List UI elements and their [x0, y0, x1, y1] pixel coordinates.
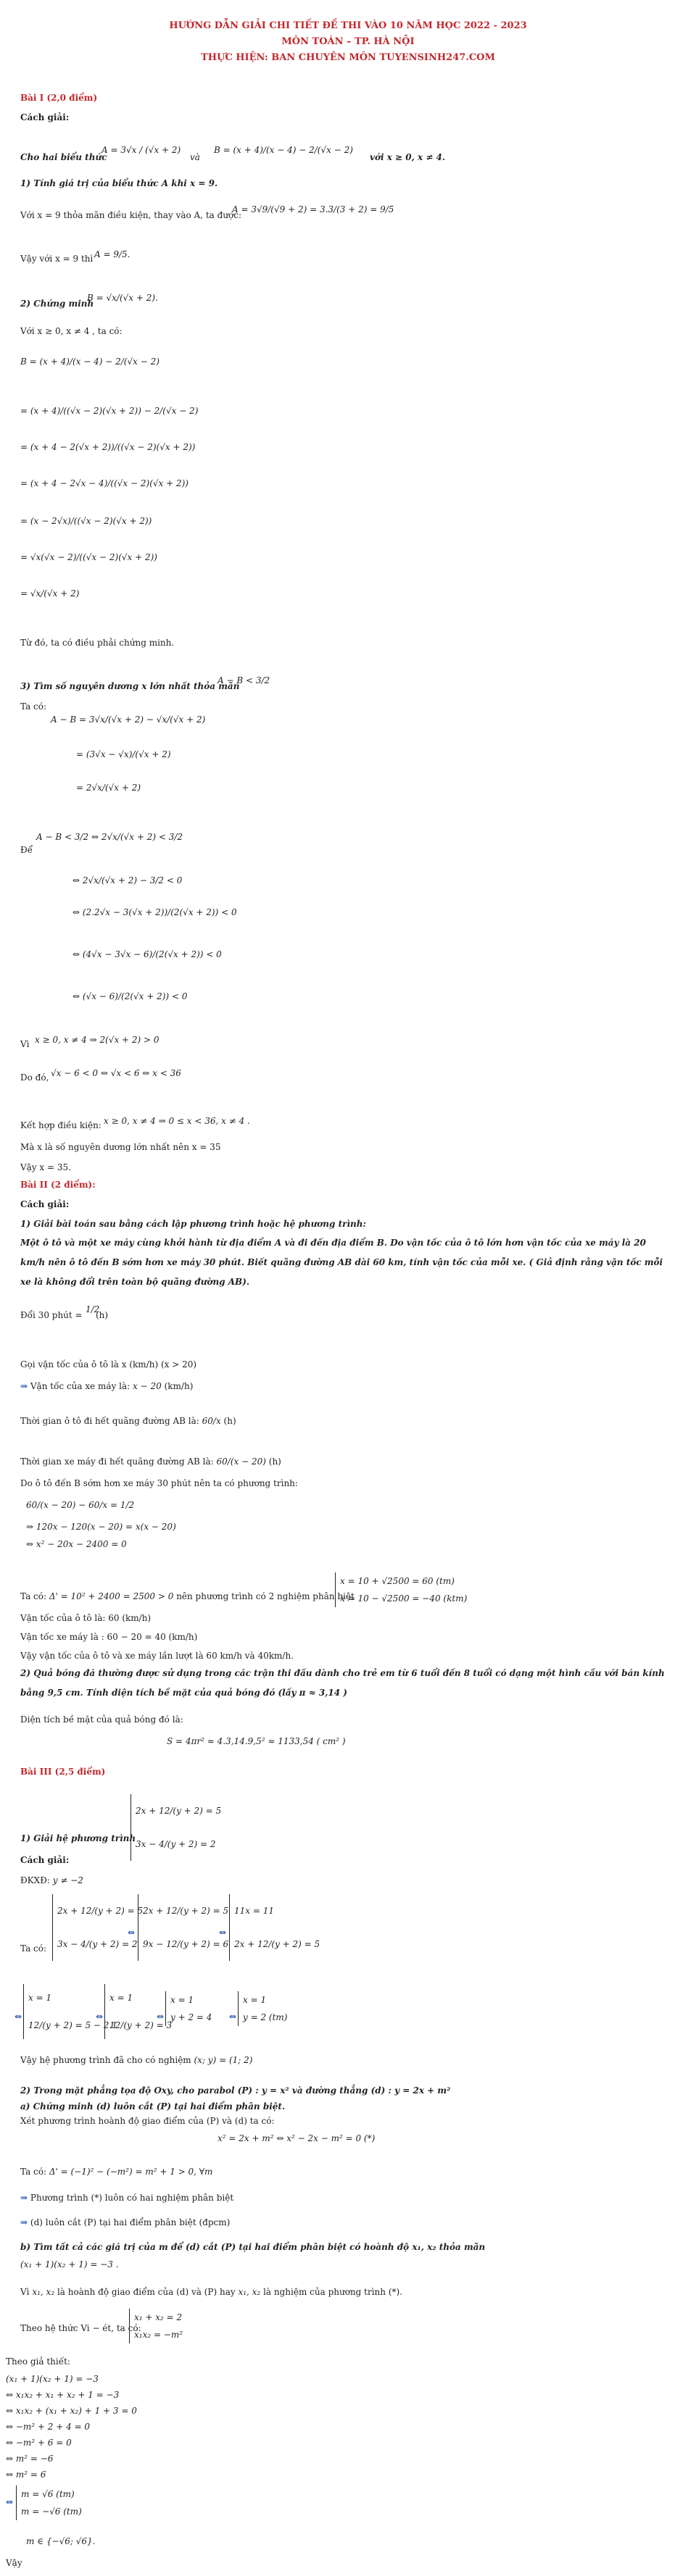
bai3-sys-step2: [138, 1894, 228, 1961]
bai2-q2-text: Diện tích bề mặt của quả bóng đó là:: [20, 1714, 183, 1725]
bai1-q3-step2: ⇔ (√x − 6)/(2(√x + 2)) < 0: [72, 991, 188, 1001]
bai3-s7-b: y = 2 (tm): [243, 2012, 288, 2022]
bai3-q2a-c1: Phương trình (*) luôn có hai nghiệm phân biệt: [30, 2193, 234, 2203]
bai3-q2b-vi: x₁, x₂: [32, 2287, 55, 2297]
bai1-q3-eq: A − B < 3/2: [218, 675, 270, 685]
bai3-q2b-cond: (x₁ + 1)(x₂ + 1) = −3 .: [20, 2259, 119, 2269]
bai2-title: Bài II (2 điểm):: [20, 1180, 96, 1190]
bai1-q2-step: = (x + 4 − 2√x − 4)/((√x − 2)(√x + 2)): [20, 478, 188, 488]
bai3-q2b-r1: m = √6 (tm): [21, 2489, 75, 2499]
bai1-title: Bài I (2,0 điểm): [20, 93, 98, 103]
bai1-q1-result: A = 9/5.: [94, 249, 130, 259]
bai3-q2a-text: Xét phương trình hoành độ giao điểm của (P) và (d) ta có:: [20, 2116, 275, 2126]
bai3-q2-mid: và đường thẳng: [291, 2085, 368, 2096]
bai1-q2-step: = √x(√x − 2)/((√x − 2)(√x + 2)): [20, 552, 157, 562]
bai1-q3-do-eq: √x − 6 < 0 ⇔ √x < 6 ⇔ x < 36: [51, 1068, 181, 1078]
equiv-icon: ⇔: [6, 2497, 14, 2507]
bai3-q2a-c2: (d) luôn cắt (P) tại hai điểm phân biệt (đpcm): [30, 2217, 231, 2227]
bai3-sys-step3: [229, 1894, 320, 1961]
bai1-q3-do: Do đó,: [20, 1072, 49, 1083]
brackets: [23, 1984, 117, 2039]
equiv-icon: ⇔: [96, 2012, 104, 2022]
bai1-q2-step: = (x + 4 − 2(√x + 2))/((√x − 2)(√x + 2)): [20, 442, 196, 452]
bai2-vtxm-unit: (km/h): [164, 1381, 194, 1391]
bai3-s4-b: 12/(y + 2) = 5 − 2.1: [28, 2020, 117, 2030]
brackets: [130, 1794, 221, 1861]
bai1-q1-text: Với x = 9 thỏa mãn điều kiện, thay vào A, ta được:: [20, 210, 242, 220]
bai3-sys1a: 2x + 12/(y + 2) = 5: [136, 1806, 222, 1816]
bai3-q2-pre: 2) Trong mặt phẳng tọa độ Oxy, cho parabol: [20, 2085, 235, 2096]
implies-arrow-icon: ⇒: [20, 1381, 28, 1391]
bai1-q3-vi-eq: x ≥ 0, x ≠ 4 ⇒ 2(√x + 2) > 0: [35, 1035, 160, 1045]
bai3-s1-a: 2x + 12/(y + 2) = 5: [57, 1906, 144, 1916]
bai2-tgxm: [20, 1456, 281, 1467]
bai2-tgxm-pre: Thời gian xe máy đi hết quãng đường AB là:: [20, 1456, 214, 1467]
bai2-vt-xm: Vận tốc xe máy là : 60 − 20 = 40 (km/h): [20, 1632, 198, 1642]
bai2-vay: Vậy vận tốc của ô tô và xe máy lần lượt là 60 km/h và 40km/h.: [20, 1651, 294, 1661]
bai3-sys1b: 3x − 4/(y + 2) = 2: [136, 1839, 216, 1849]
brackets: [138, 1894, 228, 1961]
bai1-q3-max: Mà x là số nguyên dương lớn nhất nên x = 35: [20, 1142, 221, 1152]
bai3-s4-a: x = 1: [28, 1993, 52, 2003]
bai2-tg-unit: (h): [223, 1416, 236, 1426]
bai1-q2-step: = (x + 4)/((√x − 2)(√x + 2)) − 2/(√x − 2): [20, 406, 199, 416]
bai2-q2: 2) Quả bóng đá thường được sử dụng trong các trận thi đấu dành cho trẻ em từ 6 tuổi đến 8 tuổi có dạng một hình cầu với bán kính bằng 9,5 cm. Tính diện tích bề mặt của quả bóng đó (lấy π ≈ 3,14 ): [20, 1668, 665, 1698]
bai1-q1: 1) Tính giá trị của biểu thức A khi x = 9.: [20, 178, 218, 188]
bai2-delta-pre: Ta có:: [20, 1591, 47, 1601]
bai1-q3-de: Để: [20, 845, 33, 855]
bai3-q2b-viet: [129, 2309, 183, 2343]
header-title: HƯỚNG DẪN GIẢI CHI TIẾT ĐỀ THI VÀO 10 NĂM HỌC 2022 - 2023: [169, 20, 527, 31]
bai2-pt-step: 60/(x − 20) − 60/x = 1/2: [26, 1500, 135, 1510]
bai3-q2b-step: ⇔ x₁x₂ + (x₁ + x₂) + 1 + 3 = 0: [6, 2406, 137, 2416]
bai3-q2b-vay: Vậy: [6, 2558, 22, 2568]
bai2-ptext: Do ô tô đến B sớm hơn xe máy 30 phút nên ta có phương trình:: [20, 1478, 298, 1488]
brackets: [129, 2309, 183, 2343]
bai2-vtxm-eq: x − 20: [133, 1381, 162, 1391]
bai3-title: Bài III (2,5 điểm): [20, 1767, 106, 1777]
bai2-tgxm-eq: 60/(x − 20): [216, 1456, 266, 1467]
bai1-q2-step: = (x − 2√x)/((√x − 2)(√x + 2)): [20, 516, 152, 526]
bai1-q3-step2: ⇔ 2√x/(√x + 2) − 3/2 < 0: [72, 875, 183, 885]
bai3-s6-b: y + 2 = 4: [170, 2012, 212, 2022]
bai1-q2-step: = √x/(√x + 2): [20, 588, 80, 599]
bai3-s5-b: 12/(y + 2) = 3: [109, 2020, 173, 2030]
bai1-condition: với x ≥ 0, x ≠ 4.: [370, 152, 446, 162]
implies-arrow-icon: ⇒: [20, 2193, 28, 2203]
bai2-delta: Δ' = 10² + 2400 = 2500 > 0: [49, 1591, 174, 1601]
bai1-q3-step2: ⇔ (4√x − 3√x − 6)/(2(√x + 2)) < 0: [72, 949, 222, 959]
brackets: [16, 2485, 82, 2520]
equiv-icon: ⇔: [219, 1927, 227, 1938]
bai3-sys-step4: [23, 1984, 117, 2039]
equiv-icon: ⇔: [157, 2012, 165, 2022]
bai3-q2b-vi-row: [20, 2287, 402, 2297]
bai3-s2-a: 2x + 12/(y + 2) = 5: [143, 1906, 229, 1916]
bai3-s5-a: x = 1: [109, 1993, 133, 2003]
bai3-q2b-vi-mid: là hoành độ giao điểm của (d) và (P) hay: [57, 2287, 236, 2297]
bai3-system: [130, 1794, 221, 1861]
bai2-pt-step: ⇔ x² − 20x − 2400 = 0: [26, 1539, 127, 1549]
bai2-vt-oto: Vận tốc của ô tô là: 60 (km/h): [20, 1613, 152, 1623]
bai3-q2a-delta-row: [20, 2167, 212, 2177]
bai2-pt-step: ⇒ 120x − 120(x − 20) = x(x − 20): [26, 1522, 176, 1532]
bai1-q3-step: = 2√x/(√x + 2): [76, 783, 141, 793]
bai3-s6-a: x = 1: [170, 1995, 194, 2005]
bai2-doi: Đổi 30 phút =: [20, 1310, 83, 1320]
bai3-s2-b: 9x − 12/(y + 2) = 6: [143, 1939, 229, 1949]
bai2-tgoto-pre: Thời gian ô tô đi hết quãng đường AB là:: [20, 1416, 199, 1426]
bai1-expr-b: B = (x + 4)/(x − 4) − 2/(√x − 2): [214, 145, 353, 155]
brackets: [335, 1572, 467, 1607]
equiv-icon: ⇔: [229, 2012, 237, 2022]
bai3-q2b-viet2: x₁x₂ = −m²: [134, 2330, 183, 2340]
bai3-q2b-viet1: x₁ + x₂ = 2: [134, 2312, 183, 2322]
bai2-delta-post: nên phương trình có 2 nghiệm phân biệt: [176, 1591, 355, 1601]
bai3-q2b-step: (x₁ + 1)(x₂ + 1) = −3: [6, 2374, 99, 2384]
bai3-dkxd-pre: ĐKXĐ:: [20, 1875, 50, 1885]
equiv-icon: ⇔: [128, 1927, 136, 1938]
bai2-goi: Gọi vận tốc của ô tô là x (km/h) (x > 20): [20, 1359, 197, 1370]
bai1-q3-taco: Ta có:: [20, 701, 47, 712]
bai3-sys-step6: [165, 1991, 212, 2026]
bai2-tgxm-unit: (h): [268, 1456, 281, 1467]
bai3-dkxd-row: [20, 1875, 83, 1885]
bai2-delta-row: [20, 1591, 355, 1601]
bai1-q2: 2) Chứng minh: [20, 299, 94, 309]
header-author: THỰC HIỆN: BAN CHUYÊN MÔN TUYENSINH247.COM: [201, 52, 495, 63]
bai3-cach-giai: Cách giải:: [20, 1855, 70, 1865]
brackets: [238, 1991, 287, 2026]
bai3-q2b-vi-x: x₁, x₂: [238, 2287, 261, 2297]
bai1-q2-with: Với x ≥ 0, x ≠ 4 , ta có:: [20, 326, 123, 336]
header-subject: MÔN TOÁN – TP. HÀ NỘI: [281, 36, 415, 47]
bai1-q3-ket: Kết hợp điều kiện:: [20, 1120, 102, 1130]
implies-arrow-icon: ⇒: [20, 2217, 28, 2227]
bai3-dkxd: y ≠ −2: [52, 1875, 83, 1885]
bai3-q2a-c1-row: [20, 2193, 233, 2203]
bai2-tgoto-eq: 60/x: [202, 1416, 221, 1426]
bai3-q2a-delta: Δ' = (−1)² − (−m²) = m² + 1 > 0, ∀m: [49, 2167, 213, 2177]
bai3-q2b-vi-post: là nghiệm của phương trình (*).: [263, 2287, 403, 2297]
bai1-q1-concl: Vậy với x = 9 thì: [20, 254, 94, 264]
bai3-q2b-step: ⇔ m² = −6: [6, 2454, 54, 2464]
bai2-tgoto: [20, 1416, 236, 1426]
bai3-s3-a: 11x = 11: [234, 1906, 274, 1916]
bai2-root2: x = 10 − √2500 = −40 (ktm): [340, 1593, 468, 1604]
bai3-q2-d: (d) : y = 2x + m²: [370, 2085, 451, 2096]
bai3-q2b-r2: m = −√6 (tm): [21, 2506, 82, 2517]
bai1-q3: 3) Tìm số nguyên dương x lớn nhất thỏa mãn: [20, 681, 240, 691]
bai3-sys-step7: [238, 1991, 287, 2026]
bai1-q3-ket-eq: x ≥ 0, x ≠ 4 ⇒ 0 ≤ x < 36, x ≠ 4 .: [104, 1116, 250, 1126]
bai3-vay-pre: Vậy hệ phương trình đã cho có nghiệm: [20, 2055, 191, 2065]
bai3-q2a: a) Chứng minh (d) luôn cắt (P) tại hai điểm phân biệt.: [20, 2101, 286, 2112]
bai3-vay-row: [20, 2055, 252, 2065]
bai3-q2b-step: ⇔ m² = 6: [6, 2469, 46, 2480]
bai1-q3-vi: Vì: [20, 1039, 30, 1049]
bai1-q2-eq: B = √x/(√x + 2).: [87, 293, 158, 303]
bai2-vtxm: [20, 1381, 193, 1391]
bai3-q2-row: [20, 2085, 450, 2096]
bai3-q2b-step: ⇔ −m² + 6 = 0: [6, 2438, 72, 2448]
bai1-q2-concl: Từ đó, ta có điều phải chứng minh.: [20, 638, 175, 648]
bai3-s7-a: x = 1: [243, 1995, 267, 2005]
bai3-vay-eq: (x; y) = (1; 2): [194, 2055, 253, 2065]
bai3-q2b-vi-pre: Vì: [20, 2287, 30, 2297]
bai3-s3-b: 2x + 12/(y + 2) = 5: [234, 1939, 320, 1949]
bai3-q2b-roots: [16, 2485, 82, 2520]
bai2-q1-problem: Một ô tô và một xe máy cùng khởi hành từ địa điểm A và đi đến địa điểm B. Do vận tốc của ô tô lớn hơn vận tốc của xe máy là 20 km/h nên ô tô đến B sớm hơn xe máy 30 phút. Biết quãng đường AB dài 60 km, tính vận tốc của mỗi xe. ( Giả định rằng vận tốc mỗi xe là không đổi trên toàn bộ quãng đường AB).: [20, 1238, 663, 1287]
bai3-q2b-step: ⇔ x₁x₂ + x₁ + x₂ + 1 = −3: [6, 2390, 120, 2400]
bai2-cach-giai: Cách giải:: [20, 1199, 70, 1209]
bai3-q2a-eq: x² = 2x + m² ⇔ x² − 2x − m² = 0 (*): [218, 2133, 376, 2143]
bai2-vtxm-pre: Vận tốc của xe máy là:: [30, 1381, 130, 1391]
bai1-cach-giai: Cách giải:: [20, 112, 70, 122]
bai1-and: và: [190, 152, 200, 162]
bai3-q2-p: (P) : y = x²: [237, 2085, 289, 2096]
equiv-icon: ⇔: [14, 2012, 22, 2022]
bai3-q2a-c2-row: [20, 2217, 230, 2227]
brackets: [229, 1894, 320, 1961]
bai2-q1: 1) Giải bài toán sau bằng cách lập phương trình hoặc hệ phương trình:: [20, 1219, 366, 1229]
bai1-expr-a: A = 3√x / (√x + 2): [102, 145, 181, 155]
bai2-q2-eq: S = 4πr² ≈ 4.3,14.9,5² ≈ 1133,54 ( cm² ): [167, 1736, 346, 1746]
bai1-q3-step2: A − B < 3/2 ⇔ 2√x/(√x + 2) < 3/2: [36, 832, 183, 842]
bai3-taco: Ta có:: [20, 1943, 47, 1954]
bai3-q2a-taco: Ta có:: [20, 2167, 47, 2177]
bai3-q2b-viet-pre: Theo hệ thức Vi − ét, ta có:: [20, 2323, 141, 2333]
bai3-q2b: b) Tìm tất cả các giá trị của m để (d) cắt (P) tại hai điểm phân biệt có hoành độ x₁, x₂ thỏa mãn: [20, 2242, 486, 2252]
bai3-q2b-theo: Theo giả thiết:: [6, 2356, 70, 2367]
bai2-root1: x = 10 + √2500 = 60 (tm): [340, 1576, 455, 1586]
bai1-q3-step2: ⇔ (2.2√x − 3(√x + 2))/(2(√x + 2)) < 0: [72, 907, 237, 917]
bai2-roots: [335, 1572, 467, 1607]
bai1-q3-vay: Vậy x = 35.: [20, 1162, 71, 1172]
brackets: [165, 1991, 212, 2026]
bai3-s1-b: 3x − 4/(y + 2) = 2: [57, 1939, 138, 1949]
bai1-intro: Cho hai biểu thức: [20, 152, 107, 162]
bai2-doi-frac: 1/2: [86, 1304, 100, 1314]
bai2-doi-unit: (h): [96, 1310, 109, 1320]
bai3-q2b-step: ⇔ −m² + 2 + 4 = 0: [6, 2422, 91, 2432]
bai1-q3-step: A − B = 3√x/(√x + 2) − √x/(√x + 2): [51, 714, 206, 725]
bai1-q2-step: B = (x + 4)/(x − 4) − 2/(√x − 2): [20, 357, 160, 367]
bai3-q1: 1) Giải hệ phương trình: [20, 1833, 136, 1843]
bai3-q2b-set: m ∈ {−√6; √6}.: [26, 2536, 96, 2546]
bai1-q1-eq: A = 3√9/(√9 + 2) = 3.3/(3 + 2) = 9/5: [232, 204, 394, 214]
bai1-q3-step: = (3√x − √x)/(√x + 2): [76, 749, 171, 759]
